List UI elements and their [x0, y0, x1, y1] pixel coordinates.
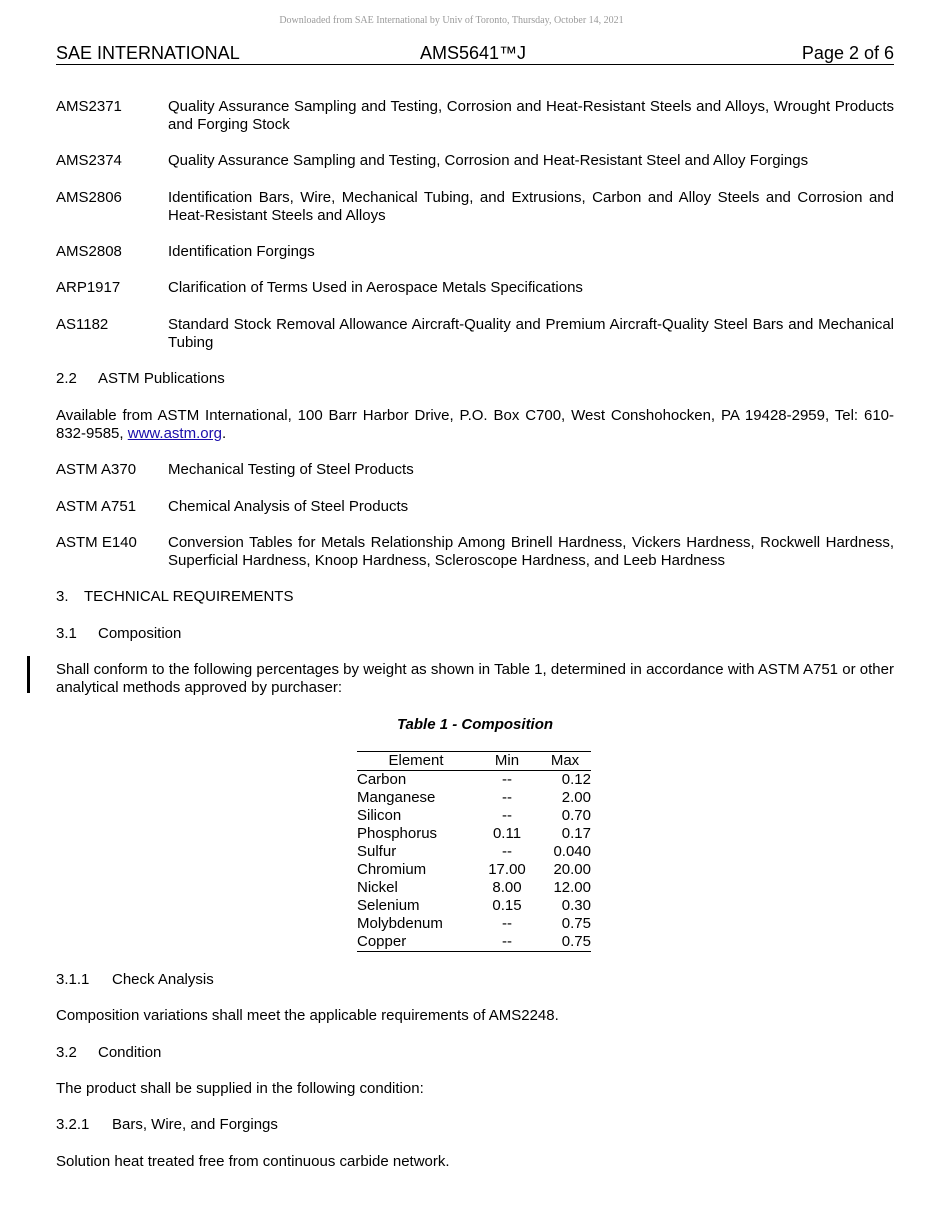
min-cell: --	[502, 807, 512, 824]
section-number: 3.1.1	[56, 971, 90, 988]
table-row	[357, 825, 591, 843]
reference-title: Standard Stock Removal Allowance Aircraft-Quality and Premium Aircraft-Quality Steel Bars and Mechanical Tubing	[168, 316, 894, 351]
min-cell: 0.15	[492, 897, 522, 914]
astm-link[interactable]: www.astm.org	[127, 425, 222, 442]
section-title: Bars, Wire, and Forgings	[112, 1116, 278, 1133]
reference-code: ASTM A751	[56, 498, 137, 515]
table-row	[357, 843, 591, 861]
section-number: 3.	[56, 588, 69, 605]
section-heading-3	[56, 588, 293, 606]
reference-entry	[56, 279, 894, 297]
table-row	[357, 807, 591, 825]
reference-entry	[56, 316, 894, 352]
element-cell: Carbon	[357, 771, 407, 788]
table-row	[357, 915, 591, 933]
header-max: Max	[539, 752, 591, 771]
element-cell: Nickel	[357, 879, 398, 896]
min-cell: 17.00	[488, 861, 526, 878]
section-number: 3.1	[56, 625, 77, 642]
table-title: Table 1 - Composition	[396, 716, 554, 733]
reference-title: Quality Assurance Sampling and Testing, Corrosion and Heat-Resistant Steel and Alloy Forgings	[168, 152, 809, 169]
element-cell: Molybdenum	[357, 915, 443, 932]
reference-title: Chemical Analysis of Steel Products	[168, 498, 409, 515]
composition-table	[357, 751, 591, 952]
reference-title: Identification Forgings	[168, 243, 315, 260]
element-cell: Chromium	[357, 861, 427, 878]
section-number: 2.2	[56, 370, 77, 387]
reference-code: ASTM E140	[56, 534, 137, 551]
availability-end: .	[221, 425, 227, 442]
table-row	[357, 771, 591, 790]
reference-code: ASTM A370	[56, 461, 137, 478]
min-cell: --	[502, 843, 512, 860]
bars-paragraph: Solution heat treated free from continuous carbide network.	[56, 1153, 450, 1170]
reference-entry	[56, 152, 894, 170]
composition-paragraph: Shall conform to the following percentages by weight as shown in Table 1, determined in accordance with ASTM A751 or other analytical methods approved by purchaser:	[56, 661, 894, 696]
reference-code: AMS2806	[56, 189, 122, 206]
section-title: Condition	[98, 1044, 162, 1061]
min-cell: 0.11	[492, 825, 522, 842]
max-cell: 0.30	[561, 897, 591, 914]
reference-title: Identification Bars, Wire, Mechanical Tubing, and Extrusions, Carbon and Alloy Steels and Corrosion and Heat-Resistant Steels and Alloys	[168, 189, 894, 224]
table-row	[357, 933, 591, 952]
section-heading-2-2	[56, 370, 225, 388]
reference-code: AMS2371	[56, 98, 122, 115]
availability-text: Available from ASTM International, 100 Barr Harbor Drive, P.O. Box C700, West Conshohocken, PA 19428-2959, Tel: 610-832-9585,	[56, 407, 894, 442]
max-cell: 0.12	[561, 771, 591, 788]
element-cell: Copper	[357, 933, 475, 952]
header-min: Min	[475, 752, 539, 771]
table-header-row	[357, 752, 591, 771]
reference-code: ARP1917	[56, 279, 121, 296]
max-cell: 0.75	[561, 915, 591, 932]
min-cell: --	[502, 789, 512, 806]
section-heading-3-2-1	[56, 1116, 278, 1134]
reference-title: Conversion Tables for Metals Relationship Among Brinell Hardness, Vickers Hardness, Rockwell Hardness, Superficial Hardness, Knoop Hardness, Scleroscope Hardness, and Leeb Hardness	[168, 534, 894, 569]
min-cell: --	[502, 915, 512, 932]
element-cell: Phosphorus	[357, 825, 438, 842]
reference-entry	[56, 243, 894, 261]
page-header	[56, 43, 894, 65]
table-row	[357, 861, 591, 879]
revision-change-bar	[27, 656, 30, 693]
min-cell: --	[475, 933, 539, 952]
header-org: SAE INTERNATIONAL	[56, 43, 240, 63]
element-cell: Sulfur	[357, 843, 397, 860]
check-analysis-paragraph: Composition variations shall meet the applicable requirements of AMS2248.	[56, 1007, 559, 1024]
max-cell: 20.00	[553, 861, 591, 878]
reference-entry	[56, 498, 894, 516]
reference-title: Mechanical Testing of Steel Products	[168, 461, 414, 478]
max-cell: 0.040	[553, 843, 591, 860]
condition-paragraph: The product shall be supplied in the following condition:	[56, 1080, 424, 1097]
section-heading-3-2	[56, 1044, 161, 1062]
reference-title: Quality Assurance Sampling and Testing, Corrosion and Heat-Resistant Steels and Alloys, Wrought Products and Forging Stock	[168, 98, 894, 133]
max-cell: 0.75	[539, 933, 591, 952]
min-cell: 8.00	[492, 879, 522, 896]
reference-title: Clarification of Terms Used in Aerospace Metals Specifications	[168, 279, 583, 296]
reference-entry	[56, 189, 894, 225]
element-cell: Selenium	[357, 897, 420, 914]
section-number: 3.2	[56, 1044, 77, 1061]
reference-code: AMS2374	[56, 152, 122, 169]
max-cell: 2.00	[561, 789, 591, 806]
max-cell: 0.17	[561, 825, 591, 842]
max-cell: 0.70	[561, 807, 591, 824]
reference-entry	[56, 461, 894, 479]
header-doc-number: AMS5641™J	[420, 43, 527, 63]
section-title: Check Analysis	[112, 971, 214, 988]
reference-code: AS1182	[56, 316, 109, 333]
element-cell: Manganese	[357, 789, 436, 806]
reference-code: AMS2808	[56, 243, 122, 260]
table-row	[357, 897, 591, 915]
section-number: 3.2.1	[56, 1116, 90, 1133]
reference-entry	[56, 534, 894, 570]
section-heading-3-1	[56, 625, 181, 643]
section-heading-3-1-1	[56, 971, 214, 989]
min-cell: --	[502, 771, 512, 788]
max-cell: 12.00	[553, 879, 591, 896]
element-cell: Silicon	[357, 807, 402, 824]
section-title: Composition	[98, 625, 182, 642]
download-watermark: Downloaded from SAE International by Univ of Toronto, Thursday, October 14, 2021	[279, 15, 624, 26]
reference-entry	[56, 98, 894, 134]
section-title: ASTM Publications	[98, 370, 225, 387]
section-title: TECHNICAL REQUIREMENTS	[84, 588, 294, 605]
table-row	[357, 879, 591, 897]
header-element: Element	[357, 752, 475, 771]
table-row	[357, 789, 591, 807]
header-page-number: Page 2 of 6	[801, 43, 894, 63]
astm-availability	[56, 407, 894, 443]
